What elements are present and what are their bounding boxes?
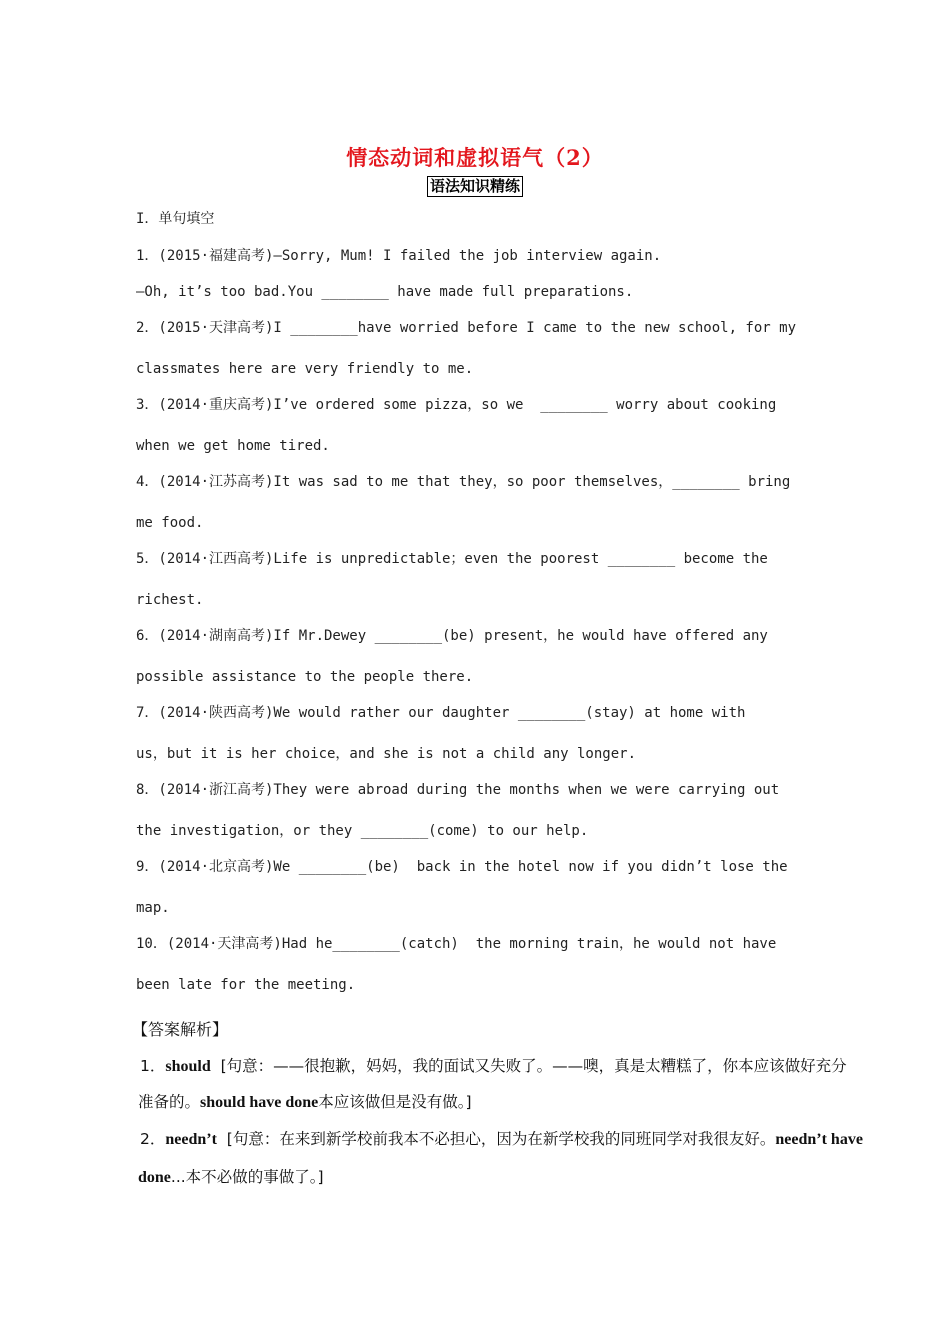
section-heading: I．单句填空 [136,211,215,227]
question-line: possible assistance to the people there. [136,669,474,685]
question-line: 1．(2015·福建高考)—Sorry, Mum! I failed the job interview again. [136,248,662,264]
answer-2-line-2: done...本不必做的事做了。] [138,1168,324,1186]
question-line: me food. [136,515,204,531]
question-line: 4．(2014·江苏高考)It was sad to me that they，so poor themselves，________ bring [136,474,791,490]
question-line: map. [136,900,170,916]
question-line: richest. [136,592,204,608]
question-line: 2．(2015·天津高考)I ________have worried before I came to the new school, for my [136,320,797,336]
page-title: 情态动词和虚拟语气（2） [346,145,604,170]
question-line: —Oh, it’s too bad.You ________ have made full preparations. [136,284,634,300]
question-line: 8．(2014·浙江高考)They were abroad during the months when we were carrying out [136,782,780,798]
answer-2-line-1: 2．needn’t [句意：在来到新学校前我本不必担心，因为在新学校我的同班同学对我很友好。needn’t have [140,1130,863,1148]
question-line: 6．(2014·湖南高考)If Mr.Dewey ________(be) present，he would have offered any [136,628,768,644]
answer-1-line-1: 1．should [句意：——很抱歉，妈妈，我的面试又失败了。——噢，真是太糟糕了，你本应该做好充分 [140,1057,847,1075]
question-line: the investigation，or they ________(come) to our help. [136,823,589,839]
question-line: 9．(2014·北京高考)We ________(be) back in the hotel now if you didn’t lose the [136,859,788,875]
question-line: been late for the meeting. [136,977,356,993]
question-line: 10．(2014·天津高考)Had he________(catch) the morning train，he would not have [136,936,777,952]
answer-1-line-2: 准备的。should have done本应该做但是没有做。] [138,1093,472,1111]
question-line: us，but it is her choice，and she is not a child any longer. [136,746,637,762]
question-line: 7．(2014·陕西高考)We would rather our daughter ________(stay) at home with [136,705,746,721]
answer-heading: 【答案解析】 [132,1020,229,1039]
question-line: 3．(2014·重庆高考)I’ve ordered some pizza，so we ________ worry about cooking [136,397,777,413]
question-line: when we get home tired. [136,438,330,454]
question-line: classmates here are very friendly to me. [136,361,474,377]
question-line: 5．(2014·江西高考)Life is unpredictable；even the poorest ________ become the [136,551,768,567]
page-subtitle: 语法知识精练 [427,176,523,197]
